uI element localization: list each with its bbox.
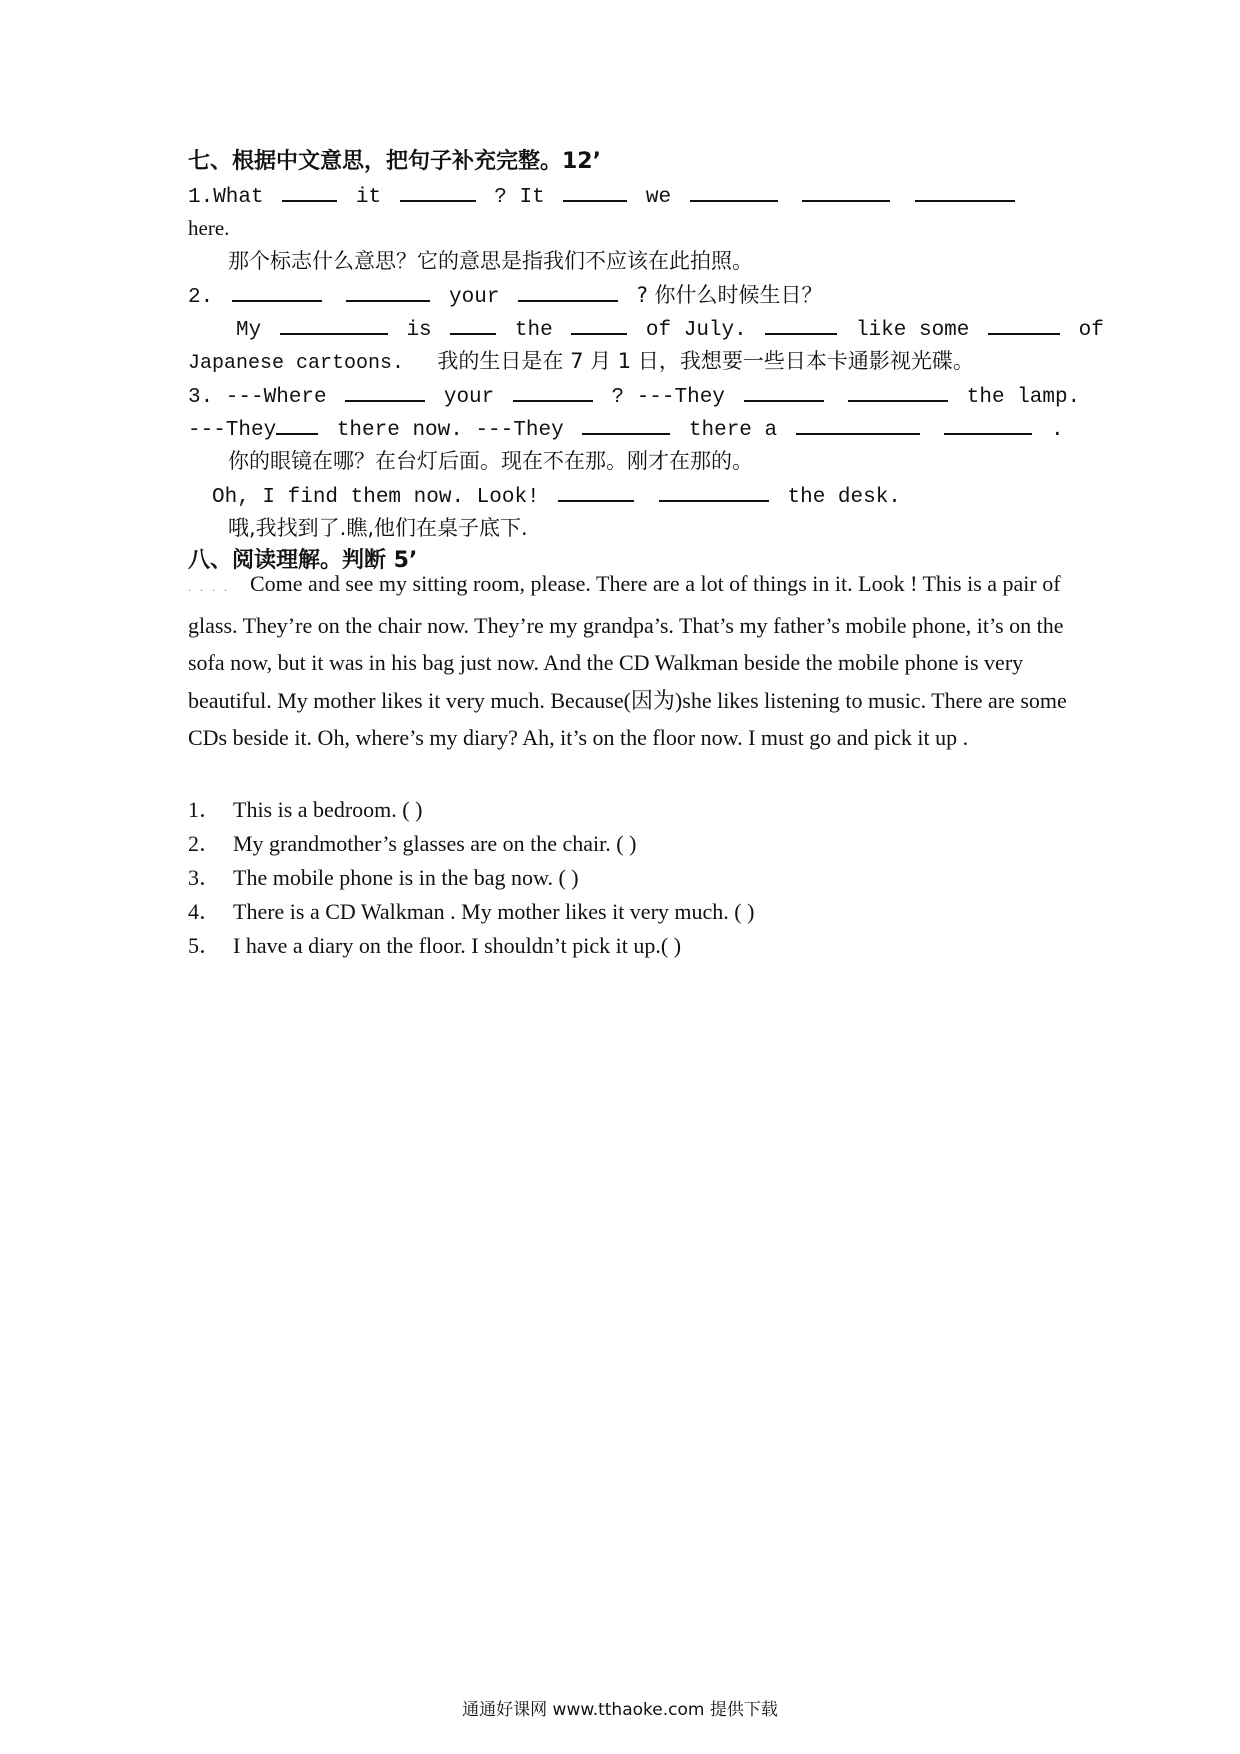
answer-blank[interactable] [571,313,627,335]
q3-they: ? ---They [611,386,725,409]
question-text: I have a diary on the floor. I shouldn’t pick it up.( ) [233,933,682,958]
answer-blank[interactable] [915,180,1015,202]
answer-blank[interactable] [582,413,670,435]
q1-chinese [228,246,753,276]
q3-line3 [212,480,901,513]
q2-your: your [449,286,500,309]
question-number: 4． [188,899,222,924]
q1-word-what: 1.What [188,186,264,209]
q1-line1 [188,180,1021,213]
answer-blank[interactable] [282,180,337,202]
q1-chinese-text: 那个标志什么意思？它的意思是指我们不应该在此拍照。 [228,249,753,273]
answer-blank[interactable] [450,313,496,335]
q1-word-we: we [645,186,672,209]
answer-blank[interactable] [765,313,837,335]
answer-blank[interactable] [345,380,425,402]
answer-blank[interactable] [276,413,318,435]
q1-word-it: it [355,186,382,209]
answer-blank[interactable] [944,413,1032,435]
answer-blank[interactable] [563,180,627,202]
judge-question-1 [188,795,422,825]
q3-chinese-text-1: 你的眼镜在哪？在台灯后面。现在不在那。刚才在那的。 [228,449,753,473]
answer-blank[interactable] [280,313,388,335]
judge-question-2 [188,829,636,859]
q3-chinese-text-2: 哦,我找到了.瞧,他们在桌子底下. [228,516,528,540]
answer-blank[interactable] [518,280,618,302]
answer-blank[interactable] [513,380,593,402]
question-text: There is a CD Walkman . My mother likes it very much. ( ) [233,899,755,924]
judge-question-3 [188,863,579,893]
answer-blank[interactable] [848,380,948,402]
section7-heading-text: 七、根据中文意思，把句子补充完整。12’ [188,149,601,174]
answer-blank[interactable] [558,480,634,502]
passage-text: Come and see my sitting room, please. There are a lot of things in it. Look ! This is a pair of glass. They’re on the chair now. They’re my grandpa’s. That’s my father’s mobile phone, it’s on the sofa now, but it was in his bag just now. And the CD Walkman beside the mobile phone is very beautiful. My mother likes it very much. Because(因为)she likes listening to music. There are some CDs beside it. Oh, where’s my diary? Ah, it’s on the floor now. I must go and pick it up . [188,571,1067,750]
question-number: 1． [188,797,222,822]
q3-chinese-1 [228,446,753,476]
question-number: 5． [188,933,222,958]
q3-find-them: Oh, I find them now. Look! [212,486,540,509]
indent-marker: . . . . [188,580,230,594]
q1-word-qit: ? It [494,186,545,209]
section7-heading [188,147,601,177]
answer-blank[interactable] [988,313,1060,335]
judge-question-5 [188,931,681,961]
question-text: The mobile phone is in the bag now. ( ) [233,865,579,890]
q1-line2 [188,213,229,243]
q3-line1 [188,380,1080,413]
question-number: 3． [188,865,222,890]
q3-line2 [188,413,1064,446]
answer-blank[interactable] [659,480,769,502]
q3-chinese-2 [228,513,528,543]
q2-of: of [1078,319,1104,342]
section8-heading-text: 八、阅读理解。判断 5’ [188,548,418,573]
q3-there-now: there now. ---They [336,419,564,442]
answer-blank[interactable] [796,413,920,435]
question-text: This is a bedroom. ( ) [233,797,423,822]
answer-blank[interactable] [232,280,322,302]
q3-period: . [1050,419,1064,442]
q2-line1 [188,280,823,313]
footer-text: 通通好课网 www.tthaoke.com 提供下载 [462,1700,778,1720]
q2-my: My [236,319,262,342]
q1-here: here. [188,216,230,240]
page-footer [0,1695,1240,1720]
answer-blank[interactable] [346,280,430,302]
q3-your: your [443,386,495,409]
answer-blank[interactable] [400,180,476,202]
q2-japanese-cartoons: Japanese cartoons. [188,352,405,375]
q3-the-lamp: the lamp. [966,386,1081,409]
q3-the-desk: the desk. [787,486,901,509]
answer-blank[interactable] [802,180,890,202]
q2-line3 [188,346,974,379]
q2-line2 [236,313,1104,346]
q3-they-2: ---They [188,419,277,442]
answer-blank[interactable] [690,180,778,202]
q3-where: 3. ---Where [188,386,327,409]
answer-blank[interactable] [744,380,824,402]
q3-there-a: there a [688,419,778,442]
reading-passage [188,565,1068,757]
q2-like-some: like some [855,319,970,342]
q2-chinese-text: 我的生日是在 7 月 1 日，我想要一些日本卡通影视光碟。 [437,349,974,373]
question-text: My grandmother’s glasses are on the chair. ( ) [233,831,637,856]
judge-question-4 [188,897,754,927]
question-number: 2． [188,831,222,856]
q2-is: is [406,319,432,342]
q2-the: the [514,319,553,342]
q2-of-july: of July. [645,319,747,342]
q2-chinese-question: ? 你什么时候生日？ [636,283,823,307]
q2-number: 2. [188,286,214,309]
